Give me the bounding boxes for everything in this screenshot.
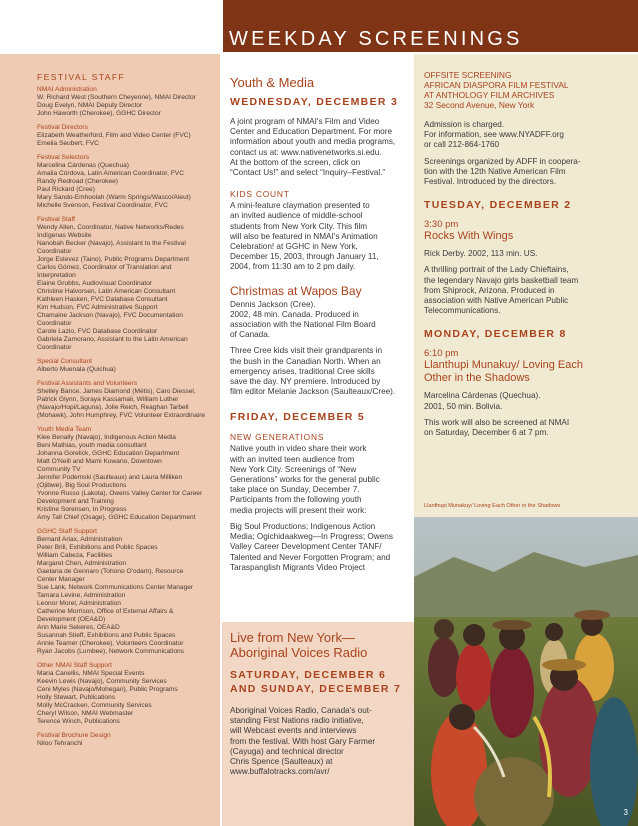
staff-line: Paul Rickard (Cree) (37, 186, 95, 193)
staff-line: Gaetana de Gennaro (Tohono O'odam), Resource (37, 568, 184, 575)
staff-line: Keevin Lewis (Navajo), Community Services (37, 678, 167, 685)
staff-group (37, 426, 212, 522)
new-generations-heading: NEW GENERATIONS (230, 432, 325, 443)
text-line: tion with the 12th Native American Film (424, 166, 566, 176)
staff-line: Wendy Allen, Coordinator, Native Networks/Redes (37, 224, 184, 231)
photo-caption: Llanthupi Munakuy/ Loving Each Other in the Shadows (424, 503, 561, 509)
staff-line: Sue Lank, Network Communications Center Manager (37, 584, 194, 591)
staff-group-heading: Festival Brochure Design (37, 732, 111, 739)
staff-line: Beni Mathias, youth media consultant (37, 442, 147, 449)
text-line: Center and Education Department. For more (230, 127, 393, 137)
staff-group (37, 380, 212, 420)
staff-line: Catherine Morrison, Office of External Affairs & (37, 608, 174, 615)
text-line: Valley Career Development Center TANF/ (230, 542, 382, 552)
staff-line: Coordinator (37, 320, 72, 327)
text-line: AFRICAN DIASPORA FILM FESTIVAL (424, 80, 569, 90)
text-line: an invited audience of middle-school (230, 211, 363, 221)
staff-line: Klee Benally (Navajo), Indigenous Action Media (37, 434, 176, 441)
text-line: www.buffalotracks.com/avr/ (230, 767, 330, 777)
staff-group-heading: Festival Selectors (37, 154, 90, 161)
text-line: emergency arises, traditional Cree skills (230, 366, 375, 376)
text-line: Participants from the following youth (230, 495, 362, 505)
staff-line: Gabriela Zamorano, Assistant to the Latin American (37, 336, 188, 343)
text-line: Talented and Never Forgotten Program; and (230, 552, 391, 562)
staff-line: Maria Canellis, NMAI Special Events (37, 670, 145, 677)
youth-media-title: Youth & Media (230, 75, 315, 90)
staff-line: Coordinator (37, 344, 72, 351)
offsite-heading (424, 70, 628, 100)
text-line: from Shiprock, Arizona. Produced in (424, 285, 555, 295)
text-line: New York City. Screenings of “New (230, 464, 357, 474)
staff-line: Kathleen Hasken, FVC Database Consultant (37, 296, 168, 303)
staff-line: Doug Evelyn, NMAI Deputy Director (37, 102, 143, 109)
staff-line: Jennifer Podemski (Saulteaux) and Laura Milliken (37, 474, 183, 481)
text-line: Other in the Shadows (424, 372, 530, 385)
staff-line: Carlos Gómez, Coordinator of Translation and (37, 264, 172, 271)
staff-line: Margaret Chen, Administration (37, 560, 127, 567)
staff-line: W. Richard West (Southern Cheyenne), NMAI Director (37, 94, 196, 101)
wednesday-heading: WEDNESDAY, DECEMBER 3 (230, 96, 399, 108)
staff-line: Bernard Ariax, Administration (37, 536, 123, 543)
staff-line: Amalia Córdova, Latin American Coordinator, FVC (37, 170, 184, 177)
festival-staff-column (0, 54, 220, 826)
text-line: save the day. NY premiere. Introduced by (230, 377, 381, 387)
christmas-paragraph (230, 346, 412, 397)
staff-line: Kristine Sorensen, In Progress (37, 506, 127, 513)
monday-credit (424, 391, 628, 411)
staff-line: (Mohawk), John Humphrey, FVC Volunteer Extraordinaire (37, 412, 206, 419)
staff-group-heading: Festival Staff (37, 216, 75, 223)
page-title: WEEKDAY SCREENINGS (229, 28, 523, 50)
staff-line: Randy Redroad (Cherokee) (37, 178, 118, 185)
staff-line: Cheryl Wilson, NMAI Webmaster (37, 710, 134, 717)
staff-group (37, 732, 212, 748)
text-line: Big Soul Productions; Indigenous Action (230, 521, 376, 531)
text-line: media projects will present their work: (230, 505, 367, 515)
text-line: from the festival. With host Gary Farmer (230, 736, 376, 746)
text-line: OFFSITE SCREENING (424, 70, 512, 80)
tuesday-time: 3:30 pm (424, 219, 459, 231)
staff-line: Coordinator (37, 248, 72, 255)
staff-group-heading: NMAI Administration (37, 86, 97, 93)
text-line: 2004, from 11:30 am to 2 pm daily. (230, 262, 356, 272)
staff-line: Indígenas Website (37, 232, 92, 239)
staff-line: William Cabeza, Facilities (37, 552, 113, 559)
staff-line: Amy Tall Chief (Osage), GGHC Education Department (37, 514, 196, 521)
text-line: Screenings organized by ADFF in coopera- (424, 156, 581, 166)
staff-line: Tamara Levine, Administration (37, 592, 126, 599)
text-line: take place on Sunday, December 7. (230, 485, 360, 495)
staff-groups (37, 86, 212, 748)
staff-line: Susannah Stieff, Exhibitions and Public Spaces (37, 632, 176, 639)
monday-time: 6:10 pm (424, 348, 459, 360)
admission-text (424, 120, 628, 151)
staff-line: Nanobah Becker (Navajo), Assistant to the Festival (37, 240, 186, 247)
text-line: Taraspanglish Migrants Video Project (230, 562, 366, 572)
staff-line: Interpretation (37, 272, 76, 279)
staff-line: (Ojibwe), Big Soul Productions (37, 482, 127, 489)
text-line: Admission is charged. (424, 120, 505, 129)
christmas-film-title: Christmas at Wapos Bay (230, 283, 362, 298)
youth-paragraph (230, 117, 412, 178)
staff-group (37, 662, 212, 726)
text-line: December 15, 2003, through January 11, (230, 252, 379, 262)
staff-line: Shelley Bance, James Diamond (Métis), Caro Diessel, (37, 388, 196, 395)
staff-line: Molly McCracken, Community Services (37, 702, 152, 709)
staff-line: Yvonne Russo (Lakota), Owens Valley Center for Career (37, 490, 203, 497)
text-line: “Contact Us!” and select “Inquiry–Festival.” (230, 168, 386, 178)
staff-line: Development and Training (37, 498, 114, 505)
staff-group-heading: Other NMAI Staff Support (37, 662, 113, 669)
staff-line: Christine Halvorsen, Latin American Consultant (37, 288, 176, 295)
text-line: A thrilling portrait of the Lady Chieftains, (424, 265, 569, 275)
text-line: Generations” works for the general public (230, 475, 380, 485)
staff-line: Jorge Estevez (Taino), Public Programs Department (37, 256, 190, 263)
text-line: Chris Spence (Saulteaux) at (230, 757, 333, 767)
offsite-address: 32 Second Avenue, New York (424, 100, 535, 110)
staff-line: Development (OEA&D) (37, 616, 106, 623)
text-line: Marcelina Cárdenas (Quechua). (424, 391, 541, 401)
staff-line: Ann Marie Sekeres, OEA&D (37, 624, 120, 631)
staff-line: Matt O'Neill and Mami Kuwano, Downtown (37, 458, 162, 465)
festival-photo (414, 517, 638, 826)
staff-line: Carole Lazio, FVC Database Coordinator (37, 328, 158, 335)
text-line: AT ANTHOLOGY FILM ARCHIVES (424, 90, 555, 100)
staff-line: Leonor Morel, Administration (37, 600, 121, 607)
text-line: A joint program of NMAI's Film and Video (230, 117, 380, 126)
text-line: information about youth and media programs, (230, 137, 396, 147)
text-line: (Cayuga) and technical director (230, 746, 344, 756)
friday-heading: FRIDAY, DECEMBER 5 (230, 411, 366, 424)
text-line: Media; Ogichidaakweg—In Progress; Owens (230, 532, 393, 542)
staff-line: Elaine Grubbs, Audiovisual Coordinator (37, 280, 153, 287)
kids-count-paragraph (230, 201, 412, 272)
staff-line: Peter Brill, Exhibitions and Public Spaces (37, 544, 158, 551)
staff-group-heading: GGHC Staff Support (37, 528, 97, 535)
staff-group-heading: Festival Directors (37, 124, 88, 131)
tuesday-paragraph (424, 265, 628, 316)
staff-line: Kim Hudson, FVC Administrative Support (37, 304, 158, 311)
staff-group-heading: Youth Media Team (37, 426, 92, 433)
text-line: A mini-feature claymation presented to (230, 201, 370, 211)
staff-line: Terence Winch, Publications (37, 718, 120, 725)
tuesday-credit: Rick Derby. 2002, 113 min. US. (424, 249, 538, 259)
staff-line: Emelia Seubert, FVC (37, 140, 99, 147)
text-line: 2002, 48 min. Canada. Produced in (230, 309, 359, 319)
organized-text (424, 157, 628, 188)
photo-illustration (414, 517, 638, 826)
kids-count-heading: KIDS COUNT (230, 189, 290, 200)
text-line: the bush in the Canadian North. When an (230, 356, 381, 366)
text-line: film editor Melanie Jackson (Saulteaux/Cree). (230, 387, 396, 397)
staff-line: Annie Teamer (Cherokee), Volunteers Coordinator (37, 640, 184, 647)
staff-line: Ryan Jacobs (Lumbee), Network Communications (37, 648, 184, 655)
text-line: Aboriginal Voices Radio (230, 645, 368, 660)
new-generations-projects (230, 522, 412, 573)
staff-line: Patrick Glynn, Soraya Kassamali, William Luther (37, 396, 179, 403)
staff-group (37, 86, 212, 118)
monday-film-title (424, 359, 628, 385)
staff-line: Chamaine Jackson (Navajo), FVC Documentation (37, 312, 183, 319)
text-line: AND SUNDAY, DECEMBER 7 (230, 683, 402, 695)
staff-group-heading: Festival Assistants and Volunteers (37, 380, 138, 387)
text-line: or call 212-864-1760 (424, 140, 500, 150)
staff-group-heading: Special Consultant (37, 358, 92, 365)
tuesday-heading: TUESDAY, DECEMBER 2 (424, 199, 572, 212)
staff-group (37, 124, 212, 148)
text-line: of Canada. (230, 330, 271, 340)
text-line: Festival. Introduced by the directors. (424, 177, 556, 187)
staff-group (37, 528, 212, 656)
staff-line: Mary Sando-Emhoolah (Warm Springs/Wasco/Aleut) (37, 194, 191, 201)
text-line: will also be featured in NMAI's Animation (230, 231, 378, 241)
text-line: association with the National Film Board (230, 320, 376, 330)
middle-column (230, 75, 412, 573)
text-line: Telecommunications. (424, 306, 501, 316)
text-line: Dennis Jackson (Cree). (230, 299, 316, 309)
text-line: Llanthupi Munakuy/ Loving Each (424, 359, 583, 372)
staff-line: John Haworth (Cherokee), GGHC Director (37, 110, 161, 117)
page-number: 3 (623, 808, 628, 817)
staff-group (37, 358, 212, 374)
text-line: on Saturday, December 6 at 7 pm. (424, 428, 549, 438)
staff-line: Alberto Muenala (Quichua) (37, 366, 116, 373)
text-line: Three Cree kids visit their grandparents in (230, 346, 382, 356)
text-line: the legendary Navajo girls basketball team (424, 275, 579, 285)
text-line: SATURDAY, DECEMBER 6 (230, 669, 387, 681)
staff-line: Johanna Gorelick, GGHC Education Department (37, 450, 180, 457)
staff-line: (Navajo/Hopi/Laguna), Jolie Reich, Reaghan Tarbell (37, 404, 189, 411)
staff-line: Community TV (37, 466, 81, 473)
staff-line: Elizabeth Weatherford, Film and Video Center (FVC) (37, 132, 191, 139)
text-line: with an invited teen audience from (230, 454, 355, 464)
staff-line: Niloo Tehranchi (37, 740, 83, 747)
live-paragraph (230, 706, 406, 777)
live-from-new-york-box (222, 622, 414, 826)
monday-heading: MONDAY, DECEMBER 8 (424, 328, 567, 341)
text-line: Native youth in video share their work (230, 444, 367, 454)
live-title (230, 630, 406, 660)
monday-paragraph (424, 418, 628, 438)
staff-group (37, 216, 212, 352)
staff-line: Michelle Svenson, Festival Coordinator, FVC (37, 202, 168, 209)
live-day-heading (230, 668, 406, 696)
staff-line: Holly Stewart, Publications (37, 694, 116, 701)
text-line: Live from New York— (230, 630, 355, 645)
header-band (0, 0, 638, 48)
staff-line: Marcelina Cárdenas (Quechua) (37, 162, 129, 169)
text-line: For information, see www.NYADFF.org (424, 130, 564, 140)
text-line: association with Native American Public (424, 296, 569, 306)
tuesday-film-title: Rocks With Wings (424, 230, 514, 243)
text-line: contact us at: www.nativenetworks.si.edu. (230, 147, 382, 157)
staff-group (37, 154, 212, 210)
christmas-credit (230, 300, 412, 341)
text-line: will Webcast events and interviews (230, 726, 357, 736)
text-line: students from New York City. This film (230, 221, 368, 231)
text-line: At the bottom of the screen, click on (230, 157, 361, 167)
text-line: This work will also be screened at NMAI (424, 417, 570, 427)
text-line: standing First Nations radio initiative, (230, 716, 364, 726)
staff-line: Center Manager (37, 576, 85, 583)
text-line: Aboriginal Voices Radio, Canada's out- (230, 706, 372, 715)
new-generations-paragraph (230, 444, 412, 515)
staff-title: FESTIVAL STAFF (37, 72, 126, 82)
text-line: 2001, 50 min. Bolivia. (424, 401, 503, 411)
text-line: Celebration! at GGHC in New York, (230, 242, 358, 252)
staff-line: Ceni Myles (Navajo/Mohegan), Public Programs (37, 686, 178, 693)
